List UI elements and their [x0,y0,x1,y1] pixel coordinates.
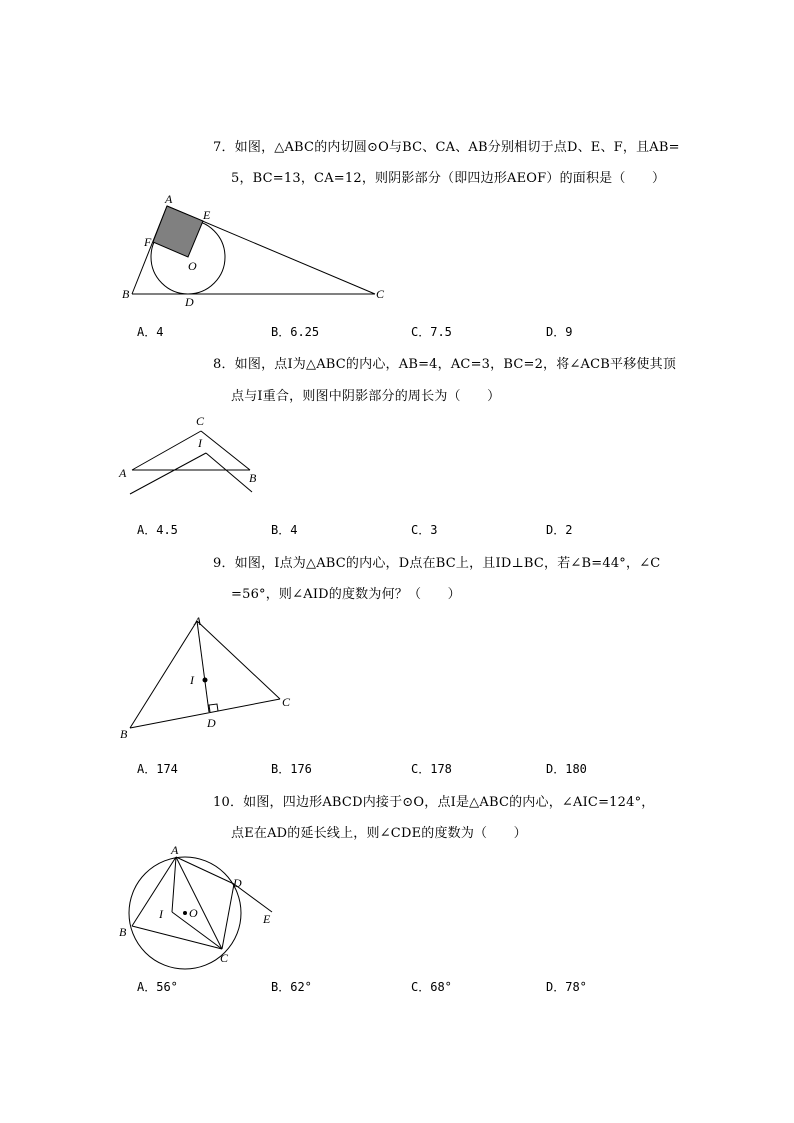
q8-label-c: C [196,414,205,428]
q7-label-e: E [203,208,211,222]
q9-label-a: A [194,614,202,628]
q8-stem-line1: 8．如图，点I为△ABC的内心，AB=4，AC=3，BC=2，将∠ACB平移使其顶 [213,357,677,372]
q9-option-c[interactable]: C．178 [411,762,452,776]
q9-side-bc [130,699,280,728]
q10-diagonal-ac [176,857,222,949]
q7-stem-line2: 5，BC=13，CA=12，则阴影部分（即四边形AEOF）的面积是（ ） [231,171,666,186]
q7-stem-line1: 7．如图，△ABC的内切圆⊙O与BC、CA、AB分别相切于点D、E、F，且AB= [213,140,680,155]
q10-option-d[interactable]: D．78° [546,980,587,994]
q10-label-e: E [263,912,271,926]
q8-translated-ray-right [206,453,252,492]
q10-stem-line1: 10．如图，四边形ABCD内接于⊙O，点I是△ABC的内心，∠AIC=124°， [213,795,655,810]
q9-option-b[interactable]: B．176 [271,762,312,776]
q7-label-c: C [376,287,385,301]
q9-label-c: C [282,695,291,709]
q9-label-d: D [207,716,216,730]
q8-side-ac [132,431,201,470]
q10-label-b: B [119,925,127,939]
q9-side-ac [197,621,280,699]
q9-option-d[interactable]: D．180 [546,762,587,776]
q8-side-bc [201,431,250,470]
q10-segment-ai [172,857,176,912]
q10-center-point [183,911,187,915]
q7-figure [110,190,400,310]
q9-figure [110,608,310,748]
q9-side-ab [130,621,197,728]
q10-option-b[interactable]: B．62° [271,980,312,994]
q7-option-d[interactable]: D．9 [546,325,573,339]
q7-option-b[interactable]: B．6.25 [271,325,320,339]
q10-side-cd [222,884,234,949]
q7-label-d: D [185,295,194,309]
q10-side-bc [132,926,222,949]
q10-label-a: A [171,843,179,857]
q8-label-i: I [198,436,202,450]
q10-label-i: I [159,907,163,921]
q9-option-a[interactable]: A．174 [137,762,178,776]
q9-label-b: B [120,727,128,741]
q8-option-d[interactable]: D．2 [546,523,573,537]
q9-segment-aid [197,621,209,712]
q10-stem-line2: 点E在AD的延长线上，则∠CDE的度数为（ ） [231,826,527,841]
q7-option-c[interactable]: C．7.5 [411,325,452,339]
q7-label-o: O [188,259,197,273]
q9-stem-line2: =56°，则∠AID的度数为何？（ ） [231,587,461,602]
q7-label-b: B [122,287,130,301]
q9-incenter-point [203,678,208,683]
q10-label-d: D [233,876,242,890]
q9-stem-line1: 9．如图，I点为△ABC的内心，D点在BC上，且ID⊥BC，若∠B=44°，∠C [213,556,661,571]
q8-label-a: A [119,466,127,480]
q8-option-c[interactable]: C．3 [411,523,438,537]
q8-figure [110,410,280,500]
q10-label-c: C [220,951,229,965]
q8-option-b[interactable]: B．4 [271,523,298,537]
q8-label-b: B [249,471,257,485]
q8-option-a[interactable]: A．4.5 [137,523,178,537]
q9-label-i: I [190,673,194,687]
q10-side-ab [132,857,176,926]
q10-label-o: O [189,906,198,920]
q10-figure [110,840,290,970]
q8-stem-line2: 点与I重合，则图中阴影部分的周长为（ ） [231,389,501,404]
q7-option-a[interactable]: A．4 [137,325,164,339]
q8-translated-ray-left [130,453,206,494]
q7-label-f: F [144,235,152,249]
q7-label-a: A [165,192,173,206]
q10-option-a[interactable]: A．56° [137,980,178,994]
q7-shaded-aeof [153,206,203,257]
q10-option-c[interactable]: C．68° [411,980,452,994]
